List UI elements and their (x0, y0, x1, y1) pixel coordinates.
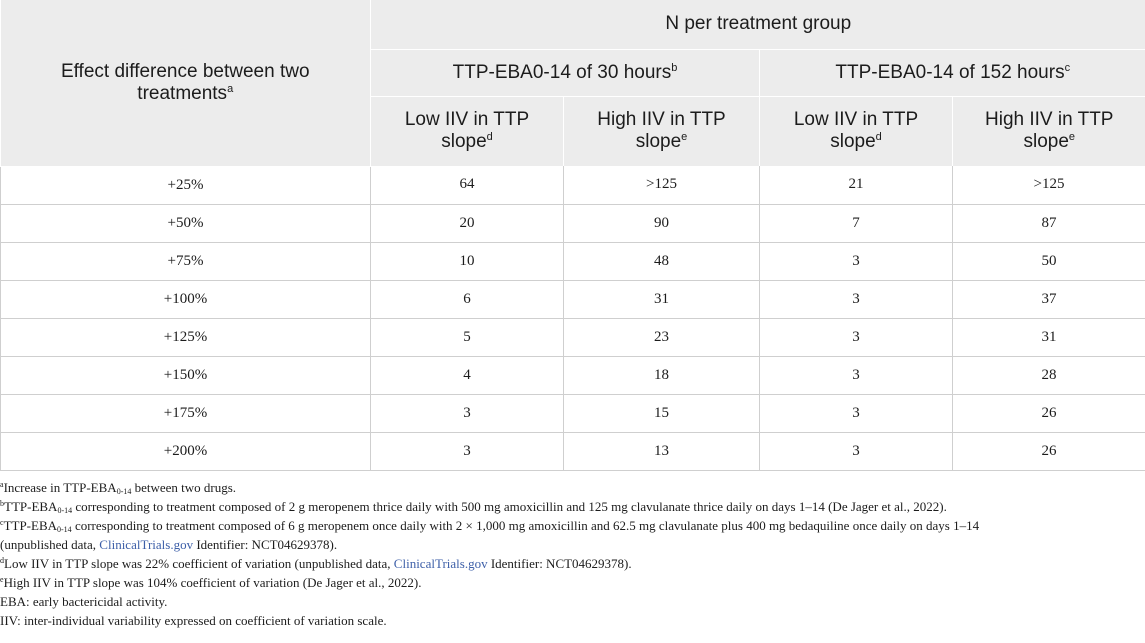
value-cell: 21 (760, 166, 953, 204)
footnote-a: $^a$Increase in TTP-$EBA_{0-14}$ between two drugs. (0, 480, 237, 496)
value-cell: 20 (371, 204, 564, 242)
ttp152-low-iiv-header: Low IIV in TTP slope$^d$ (760, 96, 953, 166)
value-cell: 3 (760, 242, 953, 280)
effect-cell: +50% (1, 204, 371, 242)
effect-cell: +175% (1, 394, 371, 432)
value-cell: >125 (953, 166, 1145, 204)
value-cell: 15 (564, 394, 760, 432)
value-cell: 23 (564, 318, 760, 356)
effect-cell: +200% (1, 432, 371, 470)
value-cell: 37 (953, 280, 1145, 318)
value-cell: 4 (371, 356, 564, 394)
value-cell: 10 (371, 242, 564, 280)
ttp30-low-iiv-header: Low IIV in TTP slope$^d$ (371, 96, 564, 166)
effect-cell: +100% (1, 280, 371, 318)
footnote-e: $^e$High IIV in TTP slope was 104% coefficient of variation (De Jager et al., 2022). (0, 575, 422, 590)
value-cell: 50 (953, 242, 1145, 280)
value-cell: 3 (760, 318, 953, 356)
value-cell: 18 (564, 356, 760, 394)
value-cell: 64 (371, 166, 564, 204)
table-row (1, 432, 1145, 470)
effect-cell: +25% (1, 166, 371, 204)
effect-column-header: Effect difference between two treatments$^a$ (1, 0, 371, 166)
value-cell: 13 (564, 432, 760, 470)
value-cell: 31 (953, 318, 1145, 356)
value-cell: 31 (564, 280, 760, 318)
value-cell: 3 (371, 432, 564, 470)
value-cell: 6 (371, 280, 564, 318)
table-row (1, 280, 1145, 318)
value-cell: 3 (760, 356, 953, 394)
value-cell: 26 (953, 432, 1145, 470)
table-header (1, 0, 1145, 166)
table-row (1, 166, 1145, 204)
clinicaltrials-link[interactable]: ClinicalTrials.gov (393, 556, 488, 571)
group-header: N per treatment group (371, 0, 1145, 49)
footnotes (0, 478, 1140, 630)
effect-cell: +75% (1, 242, 371, 280)
table-row (1, 242, 1145, 280)
footnote-b: $^bTTP-EBA_{0-14}$ corresponding to treatment composed of 2 g meropenem thrice daily with 500 mg amoxicillin and 125 mg clavulanate thrice daily on days 1–14 (De Jager et al., 2022). (0, 499, 947, 515)
value-cell: 3 (760, 280, 953, 318)
value-cell: 5 (371, 318, 564, 356)
table-row (1, 394, 1145, 432)
value-cell: 87 (953, 204, 1145, 242)
value-cell: 7 (760, 204, 953, 242)
value-cell: 28 (953, 356, 1145, 394)
value-cell: 3 (371, 394, 564, 432)
value-cell: 48 (564, 242, 760, 280)
value-cell: 90 (564, 204, 760, 242)
effect-cell: +150% (1, 356, 371, 394)
footnote-d: $^d$Low IIV in TTP slope was 22% coefficient of variation (unpublished data, ClinicalTrials.gov Identifier: NCT04629378). (0, 556, 632, 571)
ttp152-header: TTP-EBA0-14 of 152 hours$^c$ (760, 49, 1145, 96)
table-row (1, 318, 1145, 356)
table-body (1, 166, 1145, 470)
value-cell: >125 (564, 166, 760, 204)
effect-cell: +125% (1, 318, 371, 356)
table-row (1, 356, 1145, 394)
ttp30-high-iiv-header: High IIV in TTP slope$^e$ (564, 96, 760, 166)
table-row (1, 204, 1145, 242)
footnote-iiv: IIV: inter-individual variability expressed on coefficient of variation scale. (0, 613, 387, 628)
clinicaltrials-link[interactable]: ClinicalTrials.gov (99, 537, 194, 552)
footnote-eba: EBA: early bactericidal activity. (0, 594, 168, 609)
ttp30-header: TTP-EBA0-14 of 30 hours$^b$ (371, 49, 760, 96)
value-cell: 26 (953, 394, 1145, 432)
value-cell: 3 (760, 394, 953, 432)
footnote-c: $^cTTP-EBA_{0-14}$ corresponding to treatment composed of 6 g meropenem once daily with 2 × 1,000 mg amoxicillin and 62.5 mg clavulanate plus 400 mg bedaquiline once daily on days 1–14 (unpublished data, ClinicalTrials.gov Identifier: NCT04629378). (0, 518, 980, 552)
value-cell: 3 (760, 432, 953, 470)
ttp152-high-iiv-header: High IIV in TTP slope$^e$ (953, 96, 1145, 166)
